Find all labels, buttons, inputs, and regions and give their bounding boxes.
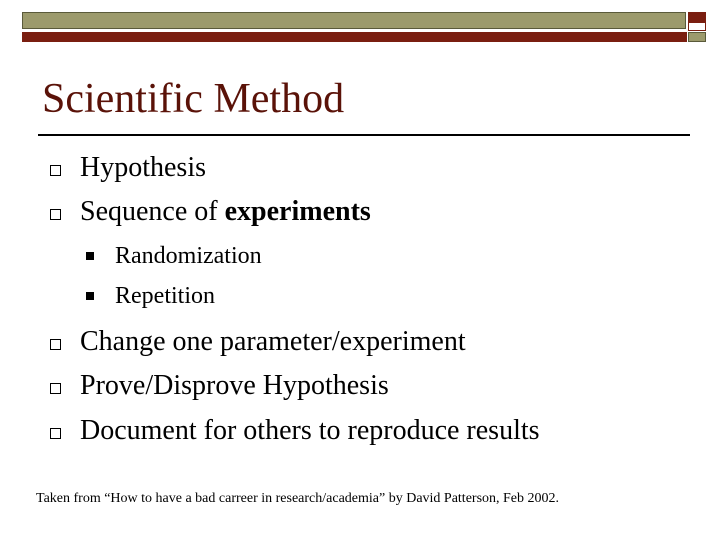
hollow-square-bullet-icon	[50, 165, 61, 176]
sub-bullet-randomization: Randomization	[115, 243, 262, 269]
bullet-text: Document for others to reproduce results	[80, 415, 540, 446]
sub-bullet-repetition: Repetition	[115, 283, 215, 309]
bullet-hypothesis	[80, 154, 206, 182]
bullet-text: Prove/Disprove Hypothesis	[80, 370, 389, 401]
corner-square-olive	[688, 32, 706, 42]
hollow-square-bullet-icon	[50, 209, 61, 220]
filled-square-bullet-icon	[86, 292, 94, 300]
hollow-square-bullet-icon	[50, 339, 61, 350]
bullet-sequence-of-experiments	[80, 198, 371, 226]
hollow-square-bullet-icon	[50, 383, 61, 394]
maroon-band	[22, 32, 687, 42]
bullet-bold-text: experiments	[224, 196, 371, 227]
bullet-document	[80, 417, 540, 445]
slide-title: Scientific Method	[42, 76, 345, 122]
bullet-text: Hypothesis	[80, 152, 206, 183]
bullet-change-one-parameter	[80, 328, 466, 356]
hollow-square-bullet-icon	[50, 428, 61, 439]
footer-citation: Taken from “How to have a bad carreer in research/academia” by David Patterson, Feb 2002.	[36, 491, 560, 506]
top-decorative-bar	[22, 12, 712, 42]
bullet-text: Sequence of	[80, 196, 225, 227]
corner-square-white	[688, 22, 706, 31]
bullet-prove-disprove	[80, 372, 389, 400]
title-underline	[38, 134, 690, 136]
filled-square-bullet-icon	[86, 252, 94, 260]
olive-band	[22, 12, 686, 29]
corner-square-maroon	[688, 12, 706, 22]
bullet-text: Change one parameter/experiment	[80, 326, 466, 357]
